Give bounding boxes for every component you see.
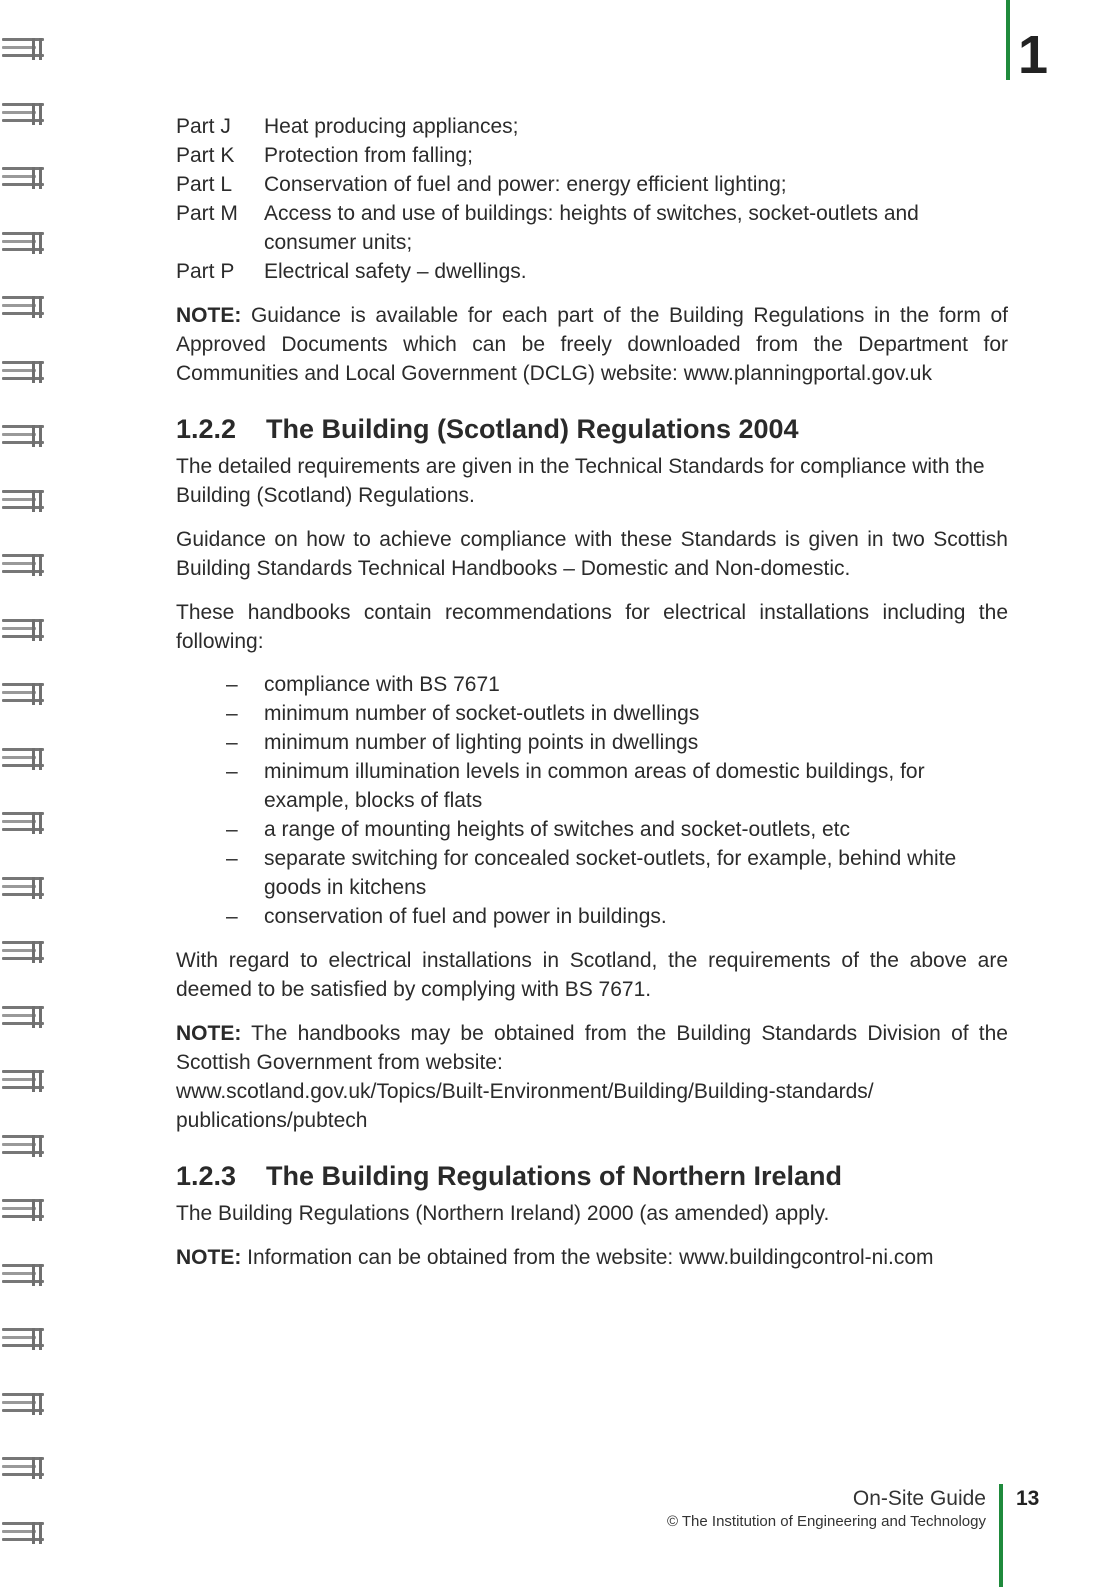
list-item (176, 199, 1008, 257)
part-code: Part J (176, 115, 231, 138)
binding-ring (2, 1453, 46, 1483)
list-item (226, 699, 1008, 728)
footer (667, 1486, 986, 1532)
chapter-number: 1 (1018, 25, 1049, 85)
dash-bullet: – (226, 905, 238, 928)
list-item (226, 844, 1008, 902)
list-item (176, 170, 1008, 199)
section-number: 1.2.2 (176, 414, 237, 444)
note-text: Information can be obtained from the website: www.buildingcontrol-ni.com (241, 1246, 934, 1269)
dash-bullet: – (226, 673, 238, 696)
binding-ring (2, 228, 46, 258)
binding-ring (2, 744, 46, 774)
binding-ring (2, 1066, 46, 1096)
part-description: Heat producing appliances; (264, 115, 519, 138)
binding-ring (2, 550, 46, 580)
handbooks-url: www.scotland.gov.uk/Topics/Built-Environment/Building/Building-standards/ publications/pubtech (176, 1080, 874, 1132)
dash-bullet: – (226, 847, 238, 870)
binding-ring (2, 34, 46, 64)
list-item (176, 257, 1008, 286)
paragraph: The Building Regulations (Northern Ireland) 2000 (as amended) apply. (176, 1202, 830, 1225)
list-item (226, 902, 1008, 931)
paragraph: With regard to electrical installations in Scotland, the requirements of the above are deemed to be satisfied by complying with BS 7671. (176, 949, 1008, 1001)
list-item (226, 670, 1008, 699)
page-number: 13 (1016, 1487, 1040, 1510)
binding-ring (2, 486, 46, 516)
list-item-text: minimum illumination levels in common areas of domestic buildings, for example, blocks of flats (264, 760, 925, 812)
part-code: Part K (176, 144, 235, 167)
binding-ring (2, 421, 46, 451)
list-item-text: conservation of fuel and power in buildings. (264, 905, 667, 928)
binding-ring (2, 292, 46, 322)
binding-ring (2, 1002, 46, 1032)
binding-ring (2, 1195, 46, 1225)
list-item-text: a range of mounting heights of switches and socket-outlets, etc (264, 818, 851, 841)
dash-bullet: – (226, 818, 238, 841)
section-heading-1-2-3 (176, 1159, 1008, 1193)
list-item-text: minimum number of lighting points in dwellings (264, 731, 699, 754)
part-description: Conservation of fuel and power: energy efficient lighting; (264, 173, 787, 196)
section-title: The Building Regulations of Northern Ireland (266, 1161, 843, 1191)
section-heading-1-2-2 (176, 412, 1008, 446)
part-code: Part P (176, 260, 235, 283)
dash-bullet: – (226, 760, 238, 783)
building-regulations-parts-list (176, 112, 1008, 286)
binding-ring (2, 1131, 46, 1161)
list-item (226, 815, 1008, 844)
list-item-text: separate switching for concealed socket-outlets, for example, behind white goods in kitchens (264, 847, 957, 899)
paragraph: Guidance on how to achieve compliance with these Standards is given in two Scottish Building Standards Technical Handbooks – Domestic and Non-domestic. (176, 528, 1008, 580)
list-item (226, 757, 1008, 815)
note-label: NOTE: (176, 1022, 242, 1045)
binding-ring (2, 1324, 46, 1354)
list-item-text: minimum number of socket-outlets in dwellings (264, 702, 700, 725)
note-text: Guidance is available for each part of the Building Regulations in the form of Approved Documents which can be freely downloaded from the Department for Communities and Local Government (DCLG) website: www.planningportal.gov.uk (176, 304, 1008, 385)
note-approved-documents (176, 301, 1008, 388)
note-label: NOTE: (176, 1246, 242, 1269)
binding-ring (2, 615, 46, 645)
list-item (226, 728, 1008, 757)
part-code: Part L (176, 173, 233, 196)
dash-bullet: – (226, 731, 238, 754)
binding-ring (2, 1389, 46, 1419)
paragraph: The detailed requirements are given in the Technical Standards for compliance with the Building (Scotland) Regulations. (176, 455, 985, 507)
binding-ring (2, 1260, 46, 1290)
part-description: Protection from falling; (264, 144, 473, 167)
list-item-text: compliance with BS 7671 (264, 673, 500, 696)
recommendations-list (176, 670, 1008, 931)
paragraph: These handbooks contain recommendations for electrical installations including the following: (176, 601, 1008, 653)
note-northern-ireland (176, 1243, 1008, 1272)
note-text: The handbooks may be obtained from the Building Standards Division of the Scottish Government from website: (176, 1022, 1008, 1074)
binding-ring (2, 1518, 46, 1548)
part-description: Electrical safety – dwellings. (264, 260, 527, 283)
page-content (176, 112, 1008, 1272)
footer-copyright: © The Institution of Engineering and Technology (666, 1513, 986, 1530)
spiral-binding (0, 0, 60, 1587)
section-number: 1.2.3 (176, 1161, 237, 1191)
list-item (176, 141, 1008, 170)
note-handbooks (176, 1019, 1008, 1077)
chapter-rule (1006, 0, 1010, 80)
binding-ring (2, 99, 46, 129)
binding-ring (2, 163, 46, 193)
binding-ring (2, 679, 46, 709)
binding-ring (2, 357, 46, 387)
binding-ring (2, 937, 46, 967)
part-code: Part M (176, 202, 238, 225)
list-item (176, 112, 1008, 141)
binding-ring (2, 873, 46, 903)
footer-title: On-Site Guide (852, 1487, 986, 1510)
footer-rule (999, 1484, 1003, 1587)
section-title: The Building (Scotland) Regulations 2004 (266, 414, 799, 444)
part-description: Access to and use of buildings: heights of switches, socket-outlets and consumer units; (264, 202, 919, 254)
note-label: NOTE: (176, 304, 242, 327)
binding-ring (2, 808, 46, 838)
dash-bullet: – (226, 702, 238, 725)
